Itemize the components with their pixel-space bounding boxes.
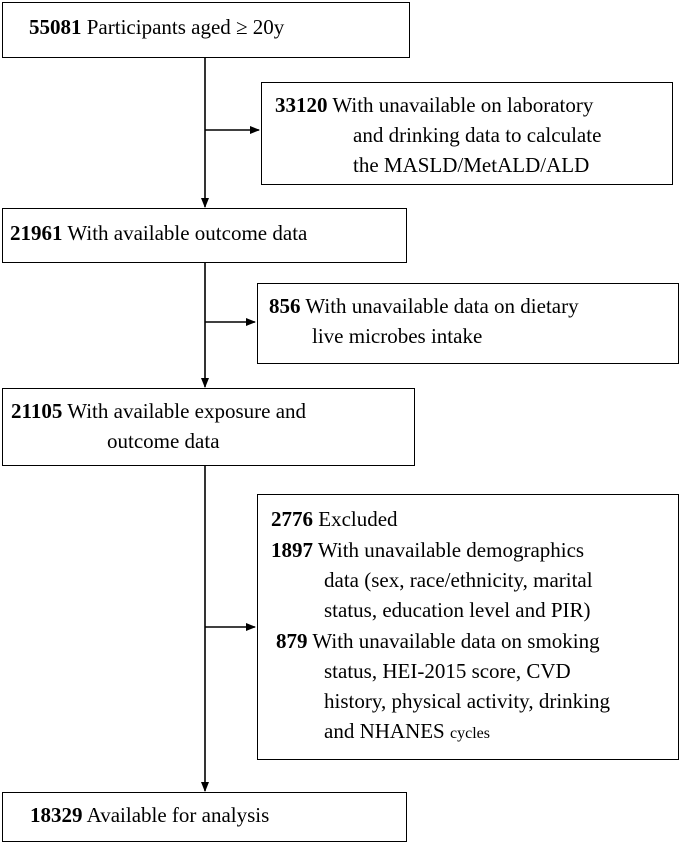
exclusion-3-sub2-line-1 xyxy=(276,631,600,652)
exclusion-1-count: 33120 xyxy=(275,93,328,117)
exclusion-2-text-1: With unavailable data on dietary xyxy=(305,294,579,318)
exclusion-3-label: Excluded xyxy=(318,507,398,531)
exclusion-1-line-2: and drinking data to calculate xyxy=(353,123,602,147)
box-exposure-count: 21105 xyxy=(11,399,63,423)
box-final-text xyxy=(30,805,269,826)
exclusion-3-sub1-line-1 xyxy=(271,540,584,561)
exclusion-2-line-1 xyxy=(269,296,579,317)
box-outcome-count: 21961 xyxy=(10,221,63,245)
exclusion-3-sub2-text-1: With unavailable data on smoking xyxy=(312,629,600,653)
box-participants-label: Participants aged ≥ 20y xyxy=(86,15,285,39)
exclusion-3-sub1-count: 1897 xyxy=(271,538,313,562)
box-participants-text xyxy=(29,17,284,38)
exclusion-3-sub1-line-2: data (sex, race/ethnicity, marital xyxy=(324,568,593,592)
exclusion-3-sub2-count: 879 xyxy=(276,629,308,653)
exclusion-3-sub2-line-4 xyxy=(324,721,490,742)
exclusion-3-header xyxy=(271,509,398,530)
box-participants-count: 55081 xyxy=(29,15,82,39)
exclusion-3-sub1-text-1: With unavailable demographics xyxy=(317,538,585,562)
exclusion-2-count: 856 xyxy=(269,294,301,318)
exclusion-1-line-1 xyxy=(275,95,593,116)
box-final-label: Available for analysis xyxy=(86,803,270,827)
exclusion-1-line-3: the MASLD/MetALD/ALD xyxy=(353,153,590,177)
exclusion-2-line-2: live microbes intake xyxy=(312,324,483,348)
exclusion-3-sub2-line-2: status, HEI-2015 score, CVD xyxy=(324,659,571,683)
box-outcome-label: With available outcome data xyxy=(67,221,308,245)
exclusion-1-text-1: With unavailable on laboratory xyxy=(332,93,594,117)
box-outcome-text xyxy=(10,223,307,244)
exclusion-3-sub2-line-3: history, physical activity, drinking xyxy=(324,689,610,713)
exclusion-3-sub2-cycles: cycles xyxy=(450,725,490,742)
box-final-count: 18329 xyxy=(30,803,83,827)
box-exposure-text-1: With available exposure and xyxy=(67,399,307,423)
box-exposure-line-2: outcome data xyxy=(107,429,220,453)
exclusion-3-sub2-text-4: and NHANES xyxy=(324,719,445,743)
exclusion-3-count: 2776 xyxy=(271,507,313,531)
exclusion-3-sub1-line-3: status, education level and PIR) xyxy=(324,598,591,622)
box-exposure-line-1 xyxy=(11,401,306,422)
